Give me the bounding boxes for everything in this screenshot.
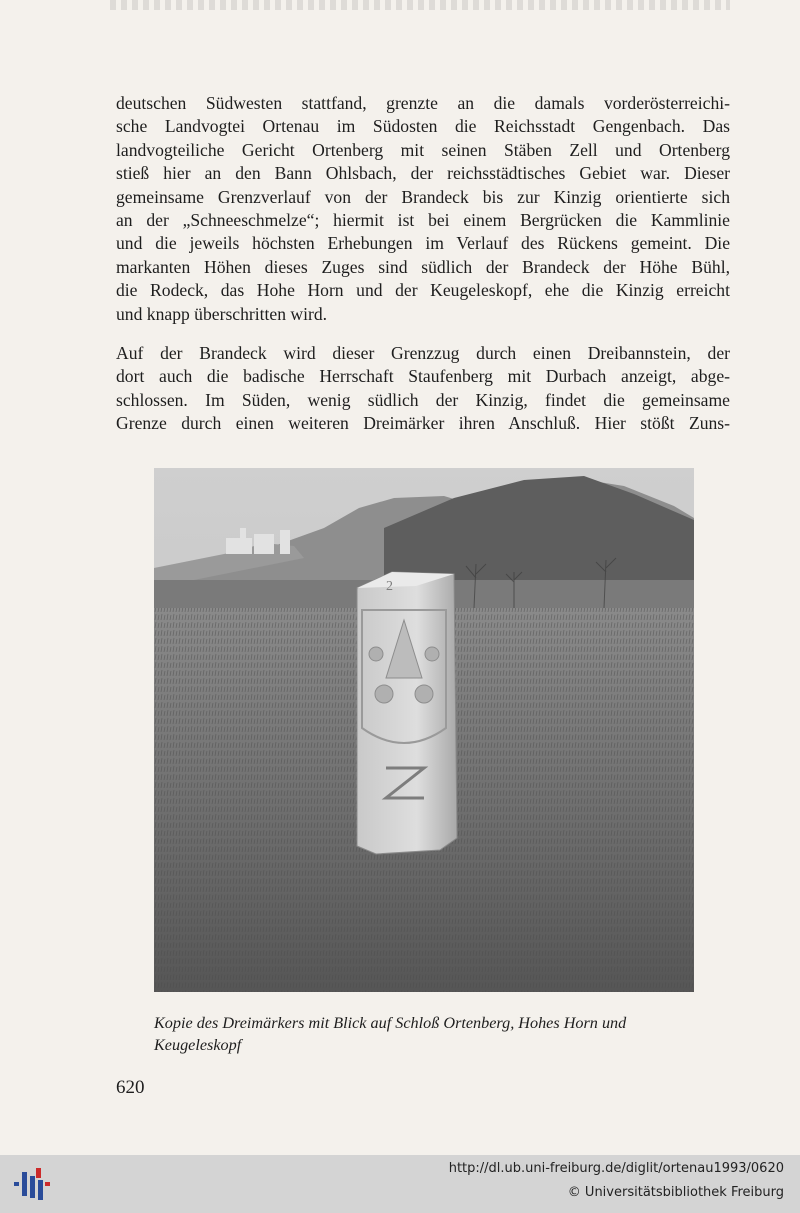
caption-line: Keugeleskopf [154, 1035, 242, 1054]
text-line: sche Landvogtei Ortenau im Südosten die Reichsstadt Gengenbach. Das [116, 116, 730, 137]
text-line: Grenze durch einen weiteren Dreimärker ihren Anschluß. Hier stößt Zuns- [116, 413, 730, 434]
text-line: gemeinsame Grenzverlauf von der Brandeck bis zur Kinzig orientierte sich [116, 186, 730, 207]
library-footer [0, 1155, 800, 1213]
text-line: stieß hier an den Bann Ohlsbach, der reichsstädtisches Gebiet war. Dieser [116, 163, 730, 184]
bleed-through-top [110, 0, 730, 10]
text-line: Auf der Brandeck wird dieser Grenzzug durch einen Dreibannstein, der [116, 343, 730, 363]
text-line: markanten Höhen dieses Zuges sind südlich der Brandeck der Höhe Bühl, [116, 256, 730, 277]
text-line: schlossen. Im Süden, wenig südlich der Kinzig, findet die gemeinsame [116, 389, 730, 410]
text-line: dort auch die badische Herrschaft Staufenberg mit Durbach anzeigt, abge- [116, 366, 730, 387]
page-number: 620 [116, 1077, 145, 1098]
text-line: die Rodeck, das Hohe Horn und der Keugeleskopf, ehe die Kinzig erreicht [116, 280, 730, 301]
ub-freiburg-logo-icon [12, 1166, 52, 1202]
boundary-stone [357, 572, 457, 854]
body-paragraph-2 [116, 342, 730, 436]
stone-number: 2 [386, 579, 393, 594]
boundary-stone-photo [154, 468, 694, 992]
text-line: landvogteiliche Gericht Ortenberg mit seinen Stäben Zell und Ortenberg [116, 139, 730, 160]
figure-caption [154, 1013, 714, 1056]
body-paragraph-1 [116, 92, 730, 326]
text-line: deutschen Südwesten stattfand, grenzte an die damals vorderösterreichi- [116, 93, 730, 113]
text-line: an der „Schneeschmelze“; hiermit ist bei einem Bergrücken die Kammlinie [116, 210, 730, 231]
text-line: und knapp überschritten wird. [116, 303, 328, 324]
caption-line: Kopie des Dreimärkers mit Blick auf Schloß Ortenberg, Hohes Horn und [154, 1014, 627, 1032]
copyright-notice: © Universitätsbibliothek Freiburg [567, 1185, 784, 1200]
photo-illustration [154, 468, 694, 992]
source-url-link[interactable]: http://dl.ub.uni-freiburg.de/diglit/ortenau1993/0620 [448, 1161, 784, 1176]
text-line: und die jeweils höchsten Erhebungen im Verlauf des Rückens gemeint. Die [116, 233, 730, 254]
